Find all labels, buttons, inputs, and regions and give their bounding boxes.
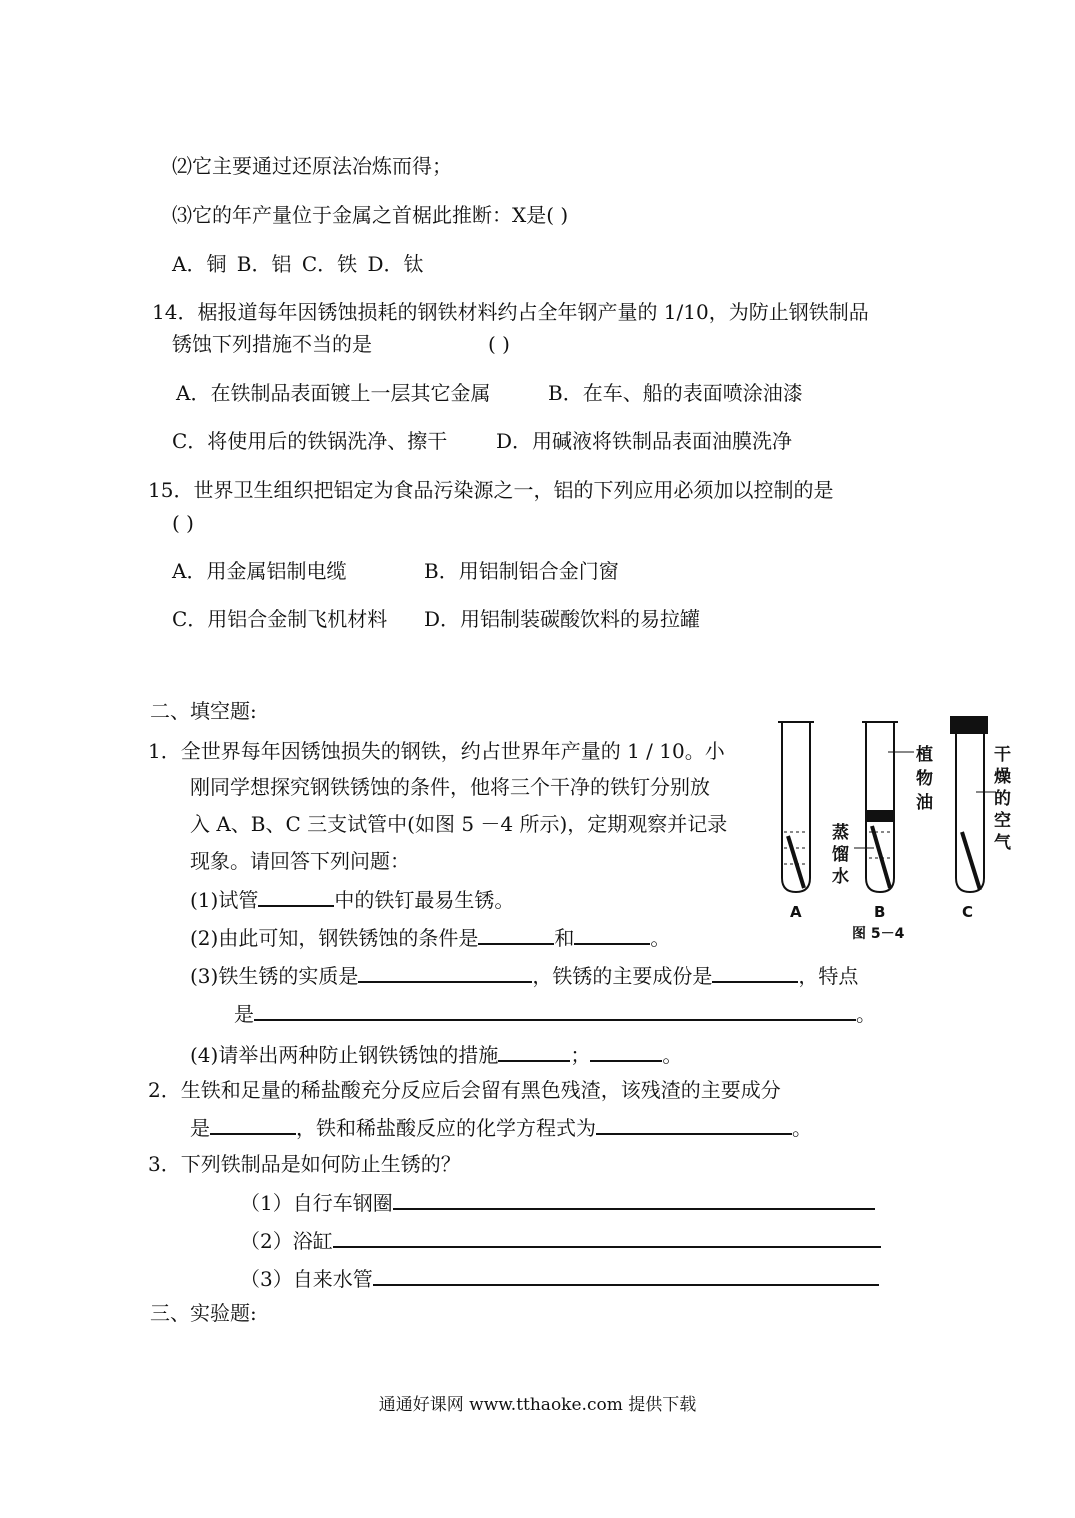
- q2-blank-1[interactable]: [210, 1113, 296, 1135]
- oil-label-3: 油: [916, 793, 933, 813]
- sub3-blank-3[interactable]: [254, 999, 856, 1021]
- oil-label-1: 植: [916, 745, 933, 765]
- figure-caption: 图 5－4: [852, 926, 905, 940]
- sub2-blank-1[interactable]: [478, 923, 554, 945]
- s2-q3-line1: 3．下列铁制品是如何防止生锈的？: [148, 1152, 461, 1176]
- oil-label-2: 物: [916, 769, 933, 789]
- air-label-1: 干: [994, 745, 1011, 765]
- s2-q3-item3: [240, 1264, 879, 1293]
- page-footer: 通通好课网 www.tthaoke.com 提供下载: [378, 1395, 697, 1415]
- q14-stem-line1: 14．椐报道每年因锈蚀损耗的钢铁材料约占全年钢产量的 1/10，为防止钢铁制品: [152, 300, 869, 324]
- air-label-3: 的: [994, 789, 1011, 809]
- q2-blank-2[interactable]: [596, 1113, 792, 1135]
- s2-q1-line3: 入 A、B、C 三支试管中(如图 5 －4 所示)，定期观察并记录: [190, 812, 728, 836]
- q13-options: A．铜 B．铝 C．铁 D．钛: [172, 252, 424, 276]
- sub4-blank-2[interactable]: [590, 1040, 662, 1062]
- s2-q3-item2: [240, 1226, 881, 1255]
- sub3-blank-1[interactable]: [358, 961, 532, 983]
- q3-item2-label: （2）浴缸: [240, 1229, 333, 1253]
- sub3-text-b: ，铁锈的主要成份是: [532, 964, 713, 988]
- s2-q2-line1: 2．生铁和足量的稀盐酸充分反应后会留有黑色残渣，该残渣的主要成分: [148, 1078, 781, 1102]
- q3-item3-blank[interactable]: [373, 1264, 879, 1286]
- water-label-3: 水: [832, 867, 849, 887]
- s2-q1-sub1: [190, 885, 514, 914]
- q3-item1-label: （1）自行车钢圈: [240, 1191, 393, 1215]
- water-label-1: 蒸: [832, 823, 849, 843]
- sub1-blank[interactable]: [258, 885, 334, 907]
- s2-q1-sub3-cont: [234, 999, 876, 1028]
- s2-q2-line2: [190, 1113, 812, 1142]
- sub2-text-b: 和: [554, 926, 575, 950]
- q14-stem-line2: 锈蚀下列措施不当的是: [172, 332, 372, 356]
- label-a: A: [790, 903, 802, 921]
- sub3-text-d: 是: [234, 1002, 254, 1026]
- tube-c: [950, 716, 996, 892]
- sub4-text-a: (4)请举出两种防止钢铁锈蚀的措施: [190, 1043, 499, 1067]
- q3-item3-label: （3）自来水管: [240, 1267, 373, 1291]
- q2-text-b: ，铁和稀盐酸反应的化学方程式为: [296, 1116, 596, 1140]
- q3-item2-blank[interactable]: [333, 1226, 881, 1248]
- q2-text-c: 。: [792, 1116, 812, 1140]
- sub3-text-c: ，特点: [798, 964, 859, 988]
- air-label-4: 空: [994, 811, 1011, 831]
- section3-title: 三、实验题:: [150, 1301, 257, 1325]
- q3-item1-blank[interactable]: [393, 1188, 875, 1210]
- q14-option-d: D．用碱液将铁制品表面油膜洗净: [496, 429, 793, 453]
- water-label-2: 馏: [832, 845, 849, 865]
- sub4-blank-1[interactable]: [498, 1040, 570, 1062]
- q14-option-c: C．将使用后的铁锅洗净、擦干: [172, 429, 448, 453]
- sub1-text-b: 中的铁钉最易生锈。: [334, 888, 515, 912]
- s2-q1-line4: 现象。请回答下列问题：: [190, 849, 410, 873]
- section2-title: 二、填空题:: [150, 699, 257, 723]
- s2-q1-line2: 刚同学想探究钢铁锈蚀的条件，他将三个干净的铁钉分别放: [190, 775, 710, 799]
- tube-a: [778, 722, 814, 892]
- sub3-blank-2[interactable]: [712, 961, 798, 983]
- q15-stem-line1: 15．世界卫生组织把铝定为食品污染源之一，铝的下列应用必须加以控制的是: [148, 478, 834, 502]
- q15-option-c: C．用铝合金制飞机材料: [172, 607, 388, 631]
- s2-q1-line1: 1．全世界每年因锈蚀损失的钢铁，约占世界年产量的 1 / 10。小: [148, 739, 725, 763]
- q13-line2: ⑵它主要通过还原法冶炼而得；: [172, 154, 452, 178]
- q14-option-b: B．在车、船的表面喷涂油漆: [548, 381, 803, 405]
- s2-q1-sub2: [190, 923, 670, 952]
- air-label-2: 燥: [994, 767, 1011, 787]
- sub3-text-e: 。: [856, 1002, 876, 1026]
- sub2-text-a: (2)由此可知，钢铁锈蚀的条件是: [190, 926, 479, 950]
- q2-text-a: 是: [190, 1116, 210, 1140]
- s2-q1-sub3: [190, 961, 858, 990]
- tube-b: [854, 722, 914, 892]
- q15-option-b: B．用铝制铝合金门窗: [424, 559, 619, 583]
- sub2-blank-2[interactable]: [574, 923, 650, 945]
- q13-line3: ⑶它的年产量位于金属之首椐此推断：X是( ): [172, 203, 569, 227]
- sub2-text-c: 。: [650, 926, 671, 950]
- air-label-5: 气: [994, 833, 1011, 853]
- s2-q3-item1: [240, 1188, 875, 1217]
- q15-answer-paren: ( ): [172, 511, 194, 535]
- sub1-text-a: (1)试管: [190, 888, 259, 912]
- label-b: B: [874, 903, 886, 921]
- q14-answer-paren: ( ): [488, 332, 510, 356]
- q14-option-a: A．在铁制品表面镀上一层其它金属: [176, 381, 491, 405]
- q15-option-a: A．用金属铝制电缆: [172, 559, 347, 583]
- s2-q1-sub4: [190, 1040, 682, 1069]
- q15-option-d: D．用铝制装碳酸饮料的易拉罐: [424, 607, 701, 631]
- test-tube-figure: [770, 708, 1050, 940]
- sub3-text-a: (3)铁生锈的实质是: [190, 964, 359, 988]
- sub4-text-c: 。: [662, 1043, 683, 1067]
- sub4-text-b: ；: [570, 1043, 591, 1067]
- label-c: C: [962, 903, 974, 921]
